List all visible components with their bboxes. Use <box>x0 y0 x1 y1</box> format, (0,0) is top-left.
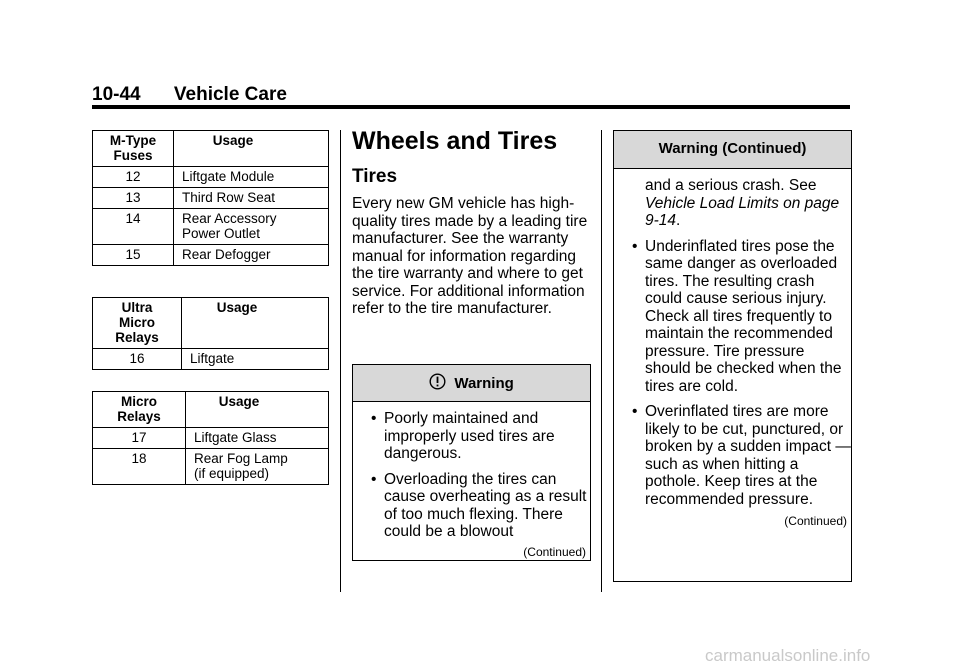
chapter-title: Vehicle Care <box>173 84 287 105</box>
table-row <box>93 428 329 449</box>
table-row <box>93 167 329 188</box>
page-header <box>92 84 287 106</box>
table-header-cell: Usage <box>182 298 329 349</box>
table-header-row <box>93 298 329 349</box>
body-paragraph: Every new GM vehicle has high-quality tires made by a leading tire manufacturer. See the warranty manual for information regarding the tire warranty and where to get service. For additional information refer to the tire manufacturer. <box>352 195 588 317</box>
section-title: Wheels and Tires <box>352 127 558 155</box>
table-header-cell: M-Type Fuses <box>93 131 174 167</box>
table-header-cell: Usage <box>186 392 329 428</box>
table-header-cell: Micro Relays <box>93 392 186 428</box>
table-cell: Liftgate <box>182 349 329 370</box>
column-divider-2 <box>601 130 602 592</box>
table-row <box>93 449 329 485</box>
list-item: • Underinflated tires pose the same danger as overloaded tires. The resulting crash could cause serious injury. Check all tires frequently to maintain the recommended pressure. Tire pressure should be checked when the tires are cold. <box>632 237 842 395</box>
table-cell: 14 <box>93 209 174 245</box>
list-item-text: Poorly maintained and improperly used tires are dangerous. <box>384 410 555 462</box>
fuse-table-micro-relays <box>92 391 329 485</box>
fuse-table-m-type <box>92 130 329 266</box>
table-header-row <box>93 392 329 428</box>
cross-reference-link[interactable]: Vehicle Load Limits on page 9-14 <box>645 194 840 229</box>
table-row <box>93 245 329 266</box>
continued-note: (Continued) <box>523 544 586 559</box>
table-row <box>93 188 329 209</box>
warning-header: Warning (Continued) <box>614 131 851 169</box>
warning-header <box>353 365 590 402</box>
table-cell: Rear Defogger <box>174 245 329 266</box>
list-item: • Poorly maintained and improperly used tires are dangerous. <box>371 410 555 462</box>
warning-box-continued <box>613 130 852 582</box>
list-item-text: Underinflated tires pose the same danger as overloaded tires. The resulting crash could cause serious injury. Check all tires frequently to maintain the recommended pressure. Tire pressure should be checked when the tires are cold. <box>645 237 842 395</box>
table-header-row <box>93 131 329 167</box>
table-cell: 18 <box>93 449 186 485</box>
page-number: 10-44 <box>92 84 141 105</box>
list-item-text: Overinflated tires are more likely to be cut, punctured, or broken by a sudden impact — such as when hitting a pothole. Keep tires at the recommended pressure. <box>645 403 851 508</box>
table-cell: 12 <box>93 167 174 188</box>
table-cell: 16 <box>93 349 182 370</box>
warning-box <box>352 364 591 561</box>
subsection-title: Tires <box>352 166 398 187</box>
lead-end: . <box>676 212 681 229</box>
lead-text: and a serious crash. See <box>645 177 817 194</box>
warning-icon <box>429 373 446 394</box>
table-header-cell: Ultra Micro Relays <box>93 298 182 349</box>
list-item: • Overinflated tires are more likely to be cut, punctured, or broken by a sudden impact — such as when hitting a pothole. Keep tires at the recommended pressure. <box>632 403 851 508</box>
table-cell: 13 <box>93 188 174 209</box>
table-cell: 15 <box>93 245 174 266</box>
warning-list <box>353 410 590 541</box>
fuse-table-ultra-micro-relays <box>92 297 329 370</box>
warning-heading: Warning <box>454 375 514 392</box>
table-cell: Third Row Seat <box>174 188 329 209</box>
table-cell: Liftgate Glass <box>186 428 329 449</box>
column-divider-1 <box>340 130 341 592</box>
warning-list <box>614 238 851 509</box>
watermark: carmanualsonline.info <box>705 646 871 665</box>
table-cell: Rear Accessory Power Outlet <box>174 209 329 245</box>
table-cell: Rear Fog Lamp (if equipped) <box>186 449 329 485</box>
table-row <box>93 349 329 370</box>
list-item: • Overloading the tires can cause overheating as a result of too much flexing. There could be a blowout <box>371 470 587 540</box>
list-item-text: Overloading the tires can cause overheating as a result of too much flexing. There could be a blowout <box>384 470 587 540</box>
table-row <box>93 209 329 245</box>
table-header-cell: Usage <box>174 131 329 167</box>
continued-note: (Continued) <box>784 514 847 528</box>
warning-lead-text <box>614 169 851 230</box>
table-cell: Liftgate Module <box>174 167 329 188</box>
table-cell: 17 <box>93 428 186 449</box>
header-rule <box>92 105 850 109</box>
